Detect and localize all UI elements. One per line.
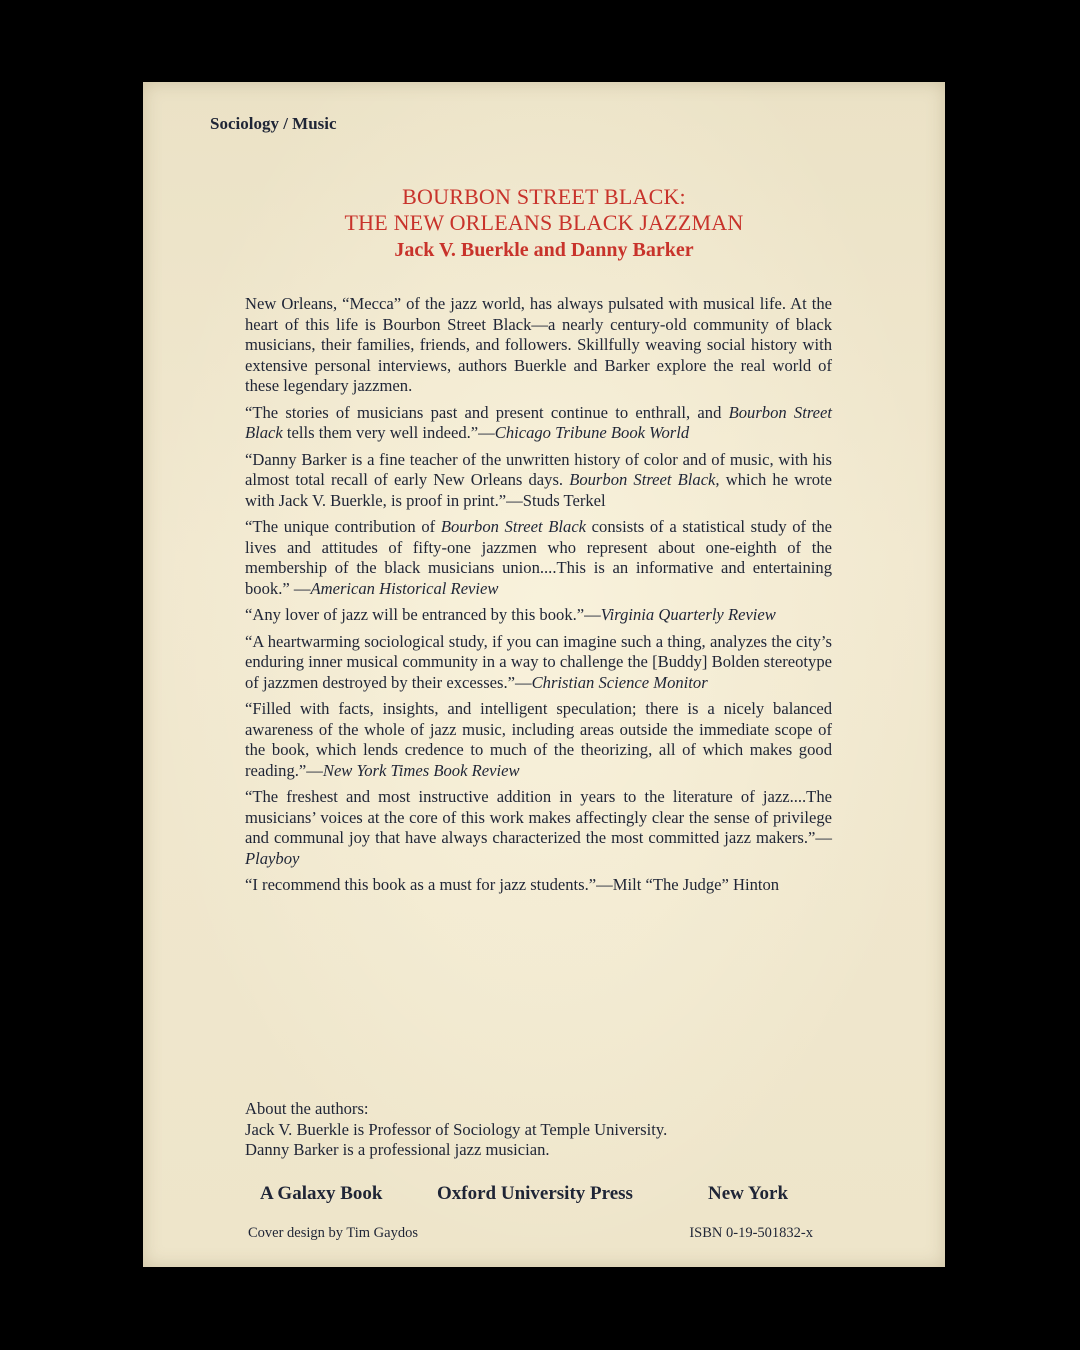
review-quote xyxy=(245,450,832,512)
title-block xyxy=(143,184,945,264)
review-text: which he wrote with Jack V. Buerkle, is proof in print.”—Studs Terkel xyxy=(245,470,832,510)
about-line: Jack V. Buerkle is Professor of Sociology at Temple University. xyxy=(245,1119,668,1139)
review-quote xyxy=(245,517,832,599)
review-quote xyxy=(245,632,832,694)
category-label: Sociology / Music xyxy=(210,114,337,133)
review-book-title: Bourbon Street Black xyxy=(245,402,833,442)
publisher-city: New York xyxy=(708,1183,789,1204)
review-source: Virginia Quarterly Review xyxy=(600,605,776,624)
review-text: “The unique contribution of xyxy=(245,517,441,536)
review-quote xyxy=(245,875,832,896)
imprint-name: A Galaxy Book xyxy=(260,1183,383,1204)
review-text: “I recommend this book as a must for jazz students.”—Milt “The Judge” Hinton xyxy=(245,875,780,894)
review-text: consists of a statistical study of the lives and attitudes of fifty-one jazzmen who represent about one-eighth of the membership of the black musicians union....This is an informative and entertaining book.” — xyxy=(245,517,832,598)
press-name: Oxford University Press xyxy=(437,1183,633,1204)
review-book-title: Bourbon Street Black, xyxy=(569,470,720,489)
review-source: Christian Science Monitor xyxy=(531,672,708,692)
blurb-body xyxy=(245,294,832,902)
book-title-line-2: THE NEW ORLEANS BLACK JAZZMAN xyxy=(344,210,744,235)
cover-design-credit: Cover design by Tim Gaydos xyxy=(248,1225,418,1241)
review-source: Chicago Tribune Book World xyxy=(494,423,690,442)
description-paragraph: New Orleans, “Mecca” of the jazz world, has always pulsated with musical life. At the heart of this life is Bourbon Street Black—a nearly century-old community of black musicians, their families, friends, and followers. Skillfully weaving social history with extensive personal interviews, authors Buerkle and Barker explore the real world of these legendary jazzmen. xyxy=(245,294,832,395)
review-quote xyxy=(245,403,832,444)
about-heading: About the authors: xyxy=(245,1099,369,1118)
review-quote xyxy=(245,787,832,869)
review-text: “The stories of musicians past and present continue to enthrall, and xyxy=(245,402,729,422)
review-text: “Any lover of jazz will be entranced by this book.”— xyxy=(245,605,601,624)
review-source: American Historical Review xyxy=(310,578,499,598)
review-text: “The freshest and most instructive addition in years to the literature of jazz....The musicians’ voices at the core of this work makes affectingly clear the sense of privilege and communal joy that have always characterized the most committed jazz makers.”— xyxy=(245,787,832,847)
review-book-title: Bourbon Street Black xyxy=(440,517,587,536)
review-text: tells them very well indeed.”— xyxy=(282,423,495,442)
about-authors xyxy=(245,1099,845,1161)
review-source: New York Times Book Review xyxy=(322,760,520,780)
isbn: ISBN 0-19-501832-x xyxy=(689,1225,813,1241)
review-text: “A heartwarming sociological study, if you can imagine such a thing, analyzes the city’s enduring inner musical community in a way to challenge the [Buddy] Bolden stereotype of jazzmen destroyed by their excesses.”— xyxy=(245,631,832,692)
review-quote xyxy=(245,699,832,781)
book-title-line-1: BOURBON STREET BLACK: xyxy=(402,184,686,209)
review-source: Playboy xyxy=(245,848,300,868)
review-quote xyxy=(245,605,832,626)
footer xyxy=(248,1225,813,1242)
about-line: Danny Barker is a professional jazz musician. xyxy=(245,1140,550,1159)
book-authors: Jack V. Buerkle and Danny Barker xyxy=(394,239,694,261)
book-back-cover xyxy=(143,82,945,1267)
review-text: “Danny Barker is a fine teacher of the unwritten history of color and of music, with his almost total recall of early New Orleans days. xyxy=(245,449,832,489)
review-text: “Filled with facts, insights, and intelligent speculation; there is a nicely balanced awareness of the whole of jazz music, including areas outside the immediate scope of the book, which lends credence to much of the theorizing, all of which makes good reading.”— xyxy=(245,699,832,780)
publisher-line xyxy=(260,1183,840,1205)
